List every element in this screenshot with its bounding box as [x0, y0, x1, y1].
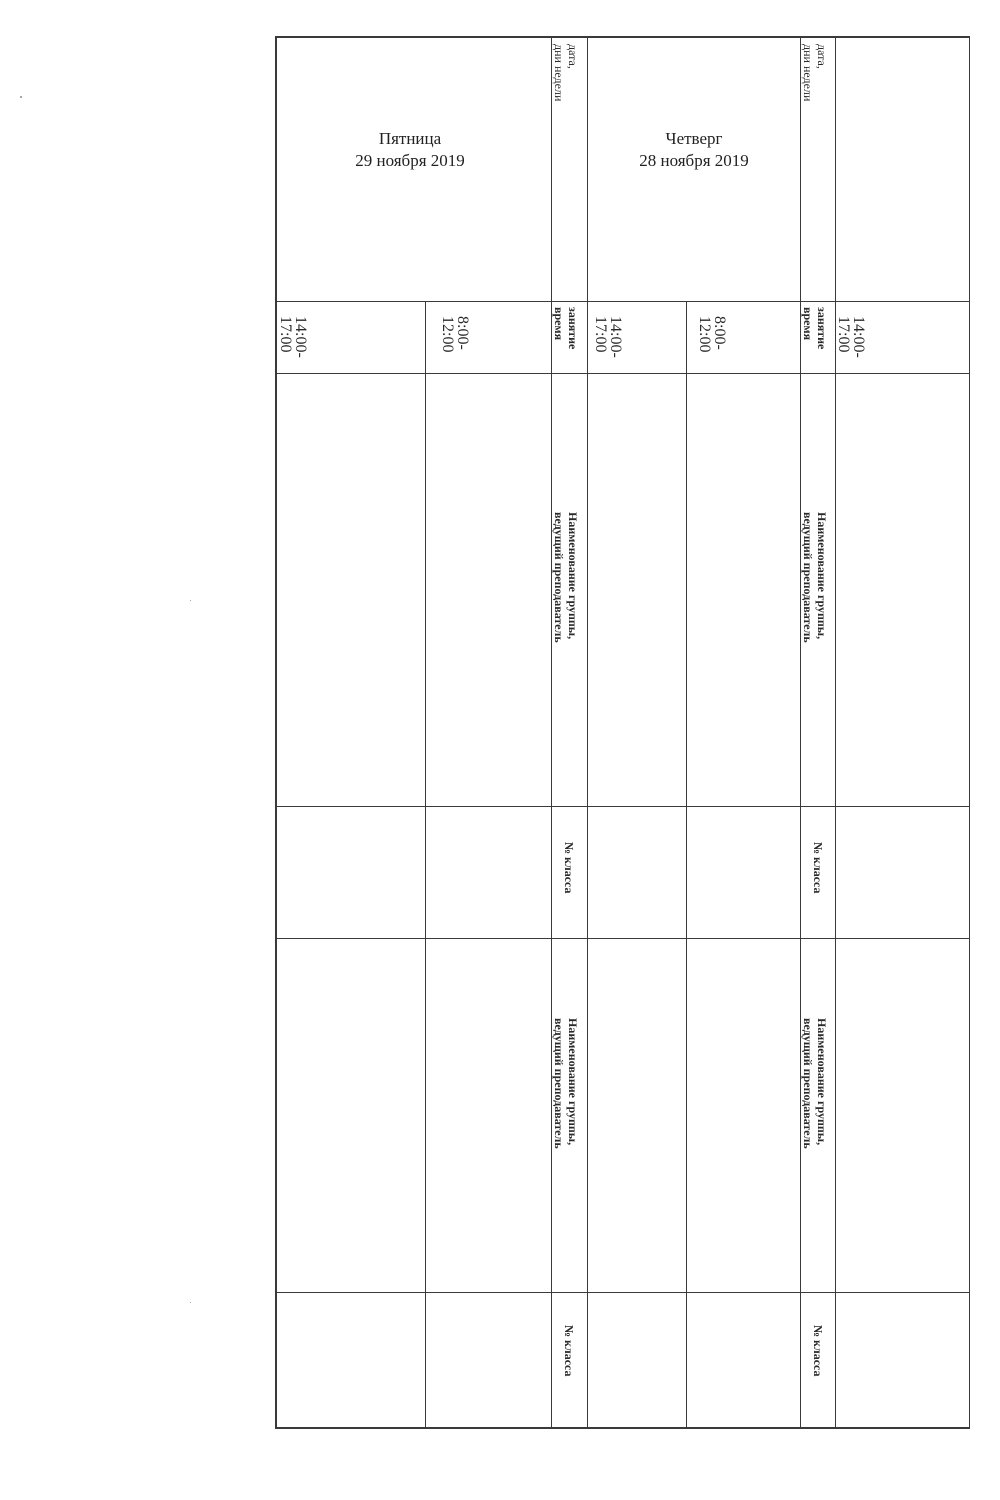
table-border-top	[275, 36, 970, 38]
header-group-label-2	[801, 1018, 829, 1149]
row-divider-time-top	[835, 38, 836, 1428]
table-border-right	[969, 38, 970, 1428]
friday-header-class1-text: № класса	[562, 842, 576, 894]
friday-slot2-end: 17:00	[277, 316, 294, 353]
friday-header-class-label-1	[562, 842, 576, 894]
first-block-time-end: 17:00	[835, 316, 852, 353]
header-time-line1: занятие	[815, 307, 829, 350]
header-group1-line1: Наименование группы,	[815, 512, 829, 640]
col-divider-date	[277, 301, 970, 302]
col-divider-group1	[277, 806, 970, 807]
thursday-date-cell	[588, 128, 800, 172]
friday-date-cell	[300, 128, 520, 172]
friday-date: 29 ноября 2019	[355, 151, 465, 170]
friday-header-group2-line2: ведущий преподаватель	[552, 1018, 566, 1149]
friday-slot1-end: 12:00	[439, 316, 456, 353]
friday-header-group1-line1: Наименование группы,	[566, 512, 580, 640]
thursday-slot2-start: 14:00-	[607, 316, 624, 358]
friday-header-date-line2: дни недели	[552, 44, 566, 102]
friday-slot1-time	[440, 316, 470, 352]
header-date-line1: дата,	[815, 44, 829, 69]
row-divider-thursday-slot2	[587, 38, 588, 1428]
friday-day-name: Пятница	[378, 129, 442, 148]
friday-header-group2-line1: Наименование группы,	[566, 1018, 580, 1146]
header-class2-text: № класса	[811, 1325, 825, 1377]
friday-slot2-time	[278, 316, 308, 358]
row-divider-friday-slot1	[425, 302, 426, 1428]
header-class-label-2	[811, 1325, 825, 1377]
header-group-label-1	[801, 512, 829, 643]
friday-header-group1-line2: ведущий преподаватель	[552, 512, 566, 643]
thursday-day-name: Четверг	[665, 129, 723, 148]
friday-header-date-label	[552, 44, 580, 101]
row-divider-thursday-slot1	[686, 302, 687, 1428]
header-group2-line2: ведущий преподаватель	[801, 1018, 815, 1149]
row-divider-thursday-header	[800, 38, 801, 1428]
first-block-time-start: 14:00-	[850, 316, 867, 358]
header-class-label-1	[811, 842, 825, 894]
scan-speck	[190, 600, 191, 601]
header-group1-line2: ведущий преподаватель	[801, 512, 815, 643]
friday-header-time-line1: занятие	[566, 307, 580, 350]
header-time-line2: время	[801, 307, 815, 341]
header-time-label	[801, 307, 829, 349]
scan-speck	[190, 1302, 191, 1303]
friday-header-class-label-2	[562, 1325, 576, 1377]
table-border-bottom	[275, 1427, 970, 1429]
friday-header-date-line1: дата,	[566, 44, 580, 69]
friday-slot2-start: 14:00-	[292, 316, 309, 358]
thursday-slot1-time	[697, 316, 727, 352]
thursday-slot2-end: 17:00	[592, 316, 609, 353]
first-block-time	[836, 316, 866, 358]
col-divider-group2	[277, 1292, 970, 1293]
header-date-line2: дни недели	[801, 44, 815, 102]
friday-header-time-line2: время	[552, 307, 566, 341]
friday-slot1-start: 8:00-	[454, 316, 471, 350]
thursday-date: 28 ноября 2019	[639, 151, 749, 170]
table-border-left	[275, 36, 277, 1429]
col-divider-class1	[277, 938, 970, 939]
row-divider-friday-header	[551, 38, 552, 1428]
thursday-slot1-end: 12:00	[696, 316, 713, 353]
header-date-label	[801, 44, 829, 101]
col-divider-time	[277, 373, 970, 374]
thursday-slot1-start: 8:00-	[711, 316, 728, 350]
friday-header-time-label	[552, 307, 580, 349]
scan-speck	[20, 96, 22, 98]
thursday-slot2-time	[593, 316, 623, 358]
friday-header-class2-text: № класса	[562, 1325, 576, 1377]
friday-header-group-label-1	[552, 512, 580, 643]
friday-header-group-label-2	[552, 1018, 580, 1149]
header-class1-text: № класса	[811, 842, 825, 894]
header-group2-line1: Наименование группы,	[815, 1018, 829, 1146]
